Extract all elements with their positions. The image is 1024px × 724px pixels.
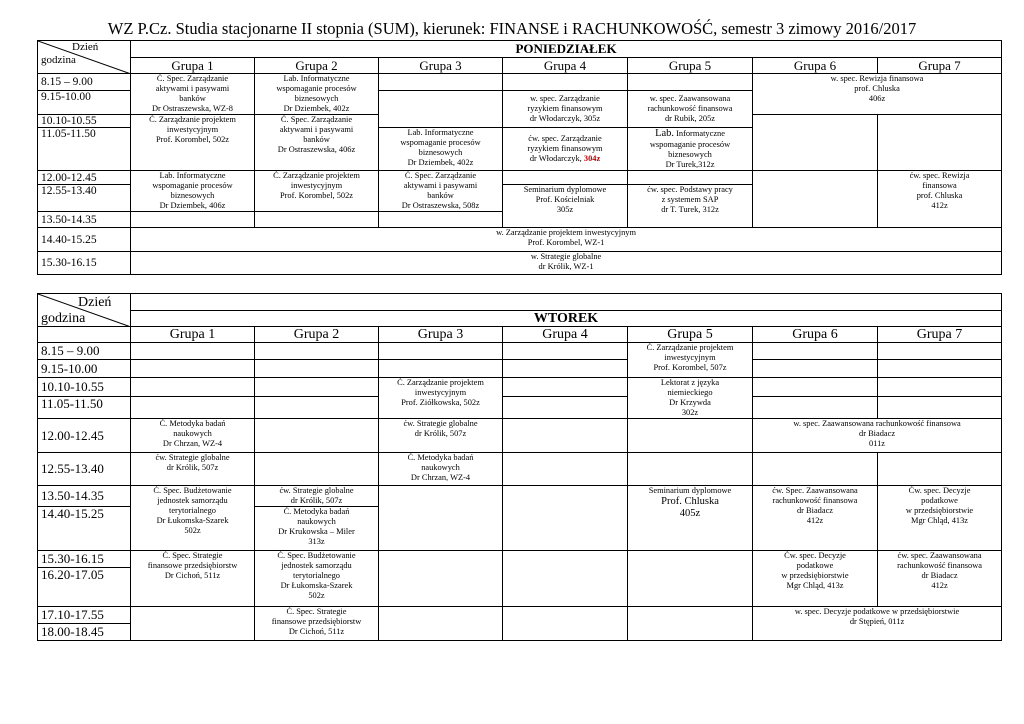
time-slot: 14.40-15.25: [38, 507, 131, 551]
empty-cell: [503, 453, 628, 486]
time-slot: 11.05-11.50: [38, 128, 131, 171]
class-cell: Ć. Spec. Budżetowanie jednostek samorządu terytorialnego Dr Łukomska-Szarek 502z: [131, 486, 255, 551]
class-cell: ćw. Strategie globalne dr Królik, 507z: [131, 453, 255, 486]
class-cell: ćw. Strategie globalne dr Królik, 507z: [379, 419, 503, 453]
class-cell: Ćw. spec. Decyzje podatkowe w przedsiębiorstwie Mgr Chląd, 413z: [878, 486, 1002, 551]
group-header: Grupa 7: [878, 58, 1002, 74]
empty-cell: [753, 378, 878, 397]
time-slot: 10.10-10.55: [38, 115, 131, 128]
time-slot: 15.30-16.15: [38, 551, 131, 568]
empty-cell: [503, 171, 628, 185]
class-cell: Ć. Spec. Strategie finansowe przedsiębiorstw Dr Cichoń, 511z: [255, 607, 379, 641]
empty-cell: [379, 486, 503, 551]
empty-cell: [379, 343, 503, 360]
empty-cell: [131, 607, 255, 641]
empty-cell: [503, 419, 628, 453]
hour-label: godzina: [41, 54, 76, 66]
empty-cell: [878, 115, 1002, 171]
empty-cell: [131, 396, 255, 418]
empty-cell: [503, 396, 628, 418]
empty-cell: [628, 453, 753, 486]
time-slot: 8.15 – 9.00: [38, 343, 131, 360]
day-hour-corner: [38, 41, 131, 74]
page-title: WZ P.Cz. Studia stacjonarne II stopnia (SUM), kierunek: FINANSE i RACHUNKOWOŚĆ, semestr 3 zimowy 2016/2017: [107, 19, 917, 38]
empty-cell: [753, 360, 878, 378]
class-cell: ćw. spec. Podstawy pracy z systemem SAP dr T. Turek, 312z: [628, 185, 753, 228]
time-slot: 15.30-16.15: [38, 252, 131, 275]
empty-cell: [255, 360, 379, 378]
class-cell: w. spec. Zarządzanie ryzykiem finansowym dr Włodarczyk, 305z: [503, 91, 628, 128]
time-slot: 11.05-11.50: [38, 396, 131, 418]
class-cell: ćw. Spec. Zaawansowana rachunkowość finansowa dr Biadacz 412z: [753, 486, 878, 551]
class-cell: w. spec. Rewizja finansowa prof. Chluska 406z: [753, 74, 1002, 115]
time-slot: 13.50-14.35: [38, 212, 131, 228]
time-slot: 14.40-15.25: [38, 228, 131, 252]
room-highlight: 304z: [583, 154, 601, 163]
empty-cell: [503, 360, 628, 378]
time-slot: 12.55-13.40: [38, 185, 131, 212]
class-cell: w. Zarządzanie projektem inwestycyjnym Prof. Korombel, WZ-1: [131, 228, 1002, 252]
class-cell: Ć. Zarządzanie projektem inwestycyjnym Prof. Korombel, 502z: [255, 171, 379, 212]
class-cell: Lektorat z języka niemieckiego Dr Krzywda 302z: [628, 378, 753, 419]
empty-cell: [628, 551, 753, 607]
class-cell: Ć. Zarządzanie projektem inwestycyjnym Prof. Korombel, 502z: [131, 115, 255, 171]
class-cell: ćw. Strategie globalne dr Królik, 507z: [255, 486, 379, 507]
empty-cell: [503, 486, 628, 551]
empty-cell: [379, 212, 503, 228]
empty-cell: [503, 551, 628, 607]
group-header: Grupa 1: [131, 327, 255, 343]
group-header: Grupa 4: [503, 58, 628, 74]
day-name-monday: PONIEDZIAŁEK: [131, 41, 1002, 58]
tuesday-schedule-table: [37, 293, 1002, 641]
class-cell: ćw. spec. Rewizja finansowa prof. Chluska 412z: [878, 171, 1002, 228]
monday-schedule-table: [37, 40, 1002, 275]
group-header: Grupa 5: [628, 58, 753, 74]
time-slot: 9.15-10.00: [38, 91, 131, 115]
day-name-tuesday: WTOREK: [131, 311, 1002, 327]
time-slot: 9.15-10.00: [38, 360, 131, 378]
empty-cell: [255, 343, 379, 360]
group-header: Grupa 7: [878, 327, 1002, 343]
empty-cell: [628, 419, 753, 453]
hour-label: godzina: [41, 311, 86, 326]
class-cell: Ć. Zarządzanie projektem inwestycyjnym Prof. Korombel, 507z: [628, 343, 753, 378]
class-cell: Lab. Informatyczne wspomaganie procesów biznesowych Dr Dziembek, 402z: [379, 128, 503, 171]
class-cell: Ć. Metodyka badań naukowych Dr Chrzan, WZ-4: [131, 419, 255, 453]
empty-cell: [878, 453, 1002, 486]
class-cell: Ćw. spec. Decyzje podatkowe w przedsiębiorstwie Mgr Chląd, 413z: [753, 551, 878, 607]
empty-cell: [628, 74, 753, 91]
class-cell: Ć. Spec. Strategie finansowe przedsiębiorstw Dr Cichoń, 511z: [131, 551, 255, 607]
time-slot: 12.00-12.45: [38, 419, 131, 453]
empty-cell: [753, 343, 878, 360]
empty-cell: [878, 360, 1002, 378]
class-cell: ćw. spec. Zarządzanie ryzykiem finansowym dr Włodarczyk, 304z: [503, 128, 628, 171]
empty-cell: [878, 378, 1002, 397]
empty-cell: [878, 396, 1002, 418]
empty-cell: [503, 607, 628, 641]
empty-cell: [131, 378, 255, 397]
day-label: Dzień: [78, 295, 112, 310]
blank-header-row: [131, 294, 1002, 311]
class-cell: Ć. Metodyka badań naukowych Dr Chrzan, WZ-4: [379, 453, 503, 486]
time-slot: 16.20-17.05: [38, 568, 131, 607]
hour-label-cell: [38, 327, 131, 343]
empty-cell: [379, 551, 503, 607]
group-header: Grupa 1: [131, 58, 255, 74]
class-cell: Seminarium dyplomowe Prof. Chluska 405z: [628, 486, 753, 551]
class-cell: Seminarium dyplomowe Prof. Kościelniak 305z: [503, 185, 628, 228]
empty-cell: [628, 607, 753, 641]
class-cell: w. spec. Zaawansowana rachunkowość finansowa dr Rubik, 205z: [628, 91, 753, 128]
class-cell: Ć. Zarządzanie projektem inwestycyjnym Prof. Ziółkowska, 502z: [379, 378, 503, 419]
empty-cell: [503, 343, 628, 360]
class-cell: Ć. Spec. Zarządzanie aktywami i pasywami banków Dr Ostraszewska, 508z: [379, 171, 503, 212]
class-cell: Ć. Metodyka badań naukowych Dr Krukowska – Miler 313z: [255, 507, 379, 551]
time-slot: 12.55-13.40: [38, 453, 131, 486]
time-slot: 13.50-14.35: [38, 486, 131, 507]
empty-cell: [753, 396, 878, 418]
time-slot: 17.10-17.55: [38, 607, 131, 624]
empty-cell: [753, 115, 878, 171]
empty-cell: [379, 91, 503, 128]
time-slot: 10.10-10.55: [38, 378, 131, 397]
empty-cell: [503, 74, 628, 91]
group-header: Grupa 3: [379, 327, 503, 343]
class-cell: Lab. Informatyczne wspomaganie procesów biznesowych Dr Dziembek, 402z: [255, 74, 379, 115]
day-label: Dzień: [72, 41, 99, 53]
empty-cell: [255, 453, 379, 486]
empty-cell: [131, 212, 255, 228]
empty-cell: [878, 343, 1002, 360]
class-cell: w. Strategie globalne dr Królik, WZ-1: [131, 252, 1002, 275]
class-cell: Ć. Spec. Zarządzanie aktywami i pasywami banków Dr Ostraszewska, 406z: [255, 115, 379, 171]
empty-cell: [379, 74, 503, 91]
group-header: Grupa 5: [628, 327, 753, 343]
class-cell: Ć. Spec. Zarządzanie aktywami i pasywami banków Dr Ostraszewska, WZ-8: [131, 74, 255, 115]
empty-cell: [131, 343, 255, 360]
class-cell: Ć. Spec. Budżetowanie jednostek samorządu terytorialnego Dr Łukomska-Szarek 502z: [255, 551, 379, 607]
group-header: Grupa 6: [753, 327, 878, 343]
class-cell: w. spec. Decyzje podatkowe w przedsiębiorstwie dr Stępień, 011z: [753, 607, 1002, 641]
empty-cell: [379, 360, 503, 378]
empty-cell: [753, 453, 878, 486]
class-cell: w. spec. Zaawansowana rachunkowość finansowa dr Biadacz 011z: [753, 419, 1002, 453]
empty-cell: [255, 396, 379, 418]
time-slot: 12.00-12.45: [38, 171, 131, 185]
group-header: Grupa 2: [255, 327, 379, 343]
group-header: Grupa 4: [503, 327, 628, 343]
day-hour-corner: [38, 294, 131, 327]
class-cell: ćw. spec. Zaawansowana rachunkowość finansowa dr Biadacz 412z: [878, 551, 1002, 607]
group-header: Grupa 6: [753, 58, 878, 74]
empty-cell: [503, 378, 628, 397]
time-slot: 8.15 – 9.00: [38, 74, 131, 91]
empty-cell: [753, 171, 878, 228]
empty-cell: [255, 378, 379, 397]
class-cell: Lab. Informatyczne wspomaganie procesów biznesowych Dr Turek,312z: [628, 128, 753, 171]
empty-cell: [379, 607, 503, 641]
time-slot: 18.00-18.45: [38, 624, 131, 641]
empty-cell: [255, 419, 379, 453]
empty-cell: [255, 212, 379, 228]
group-header: Grupa 2: [255, 58, 379, 74]
class-cell: Lab. Informatyczne wspomaganie procesów biznesowych Dr Dziembek, 406z: [131, 171, 255, 212]
group-header: Grupa 3: [379, 58, 503, 74]
empty-cell: [131, 360, 255, 378]
empty-cell: [628, 171, 753, 185]
